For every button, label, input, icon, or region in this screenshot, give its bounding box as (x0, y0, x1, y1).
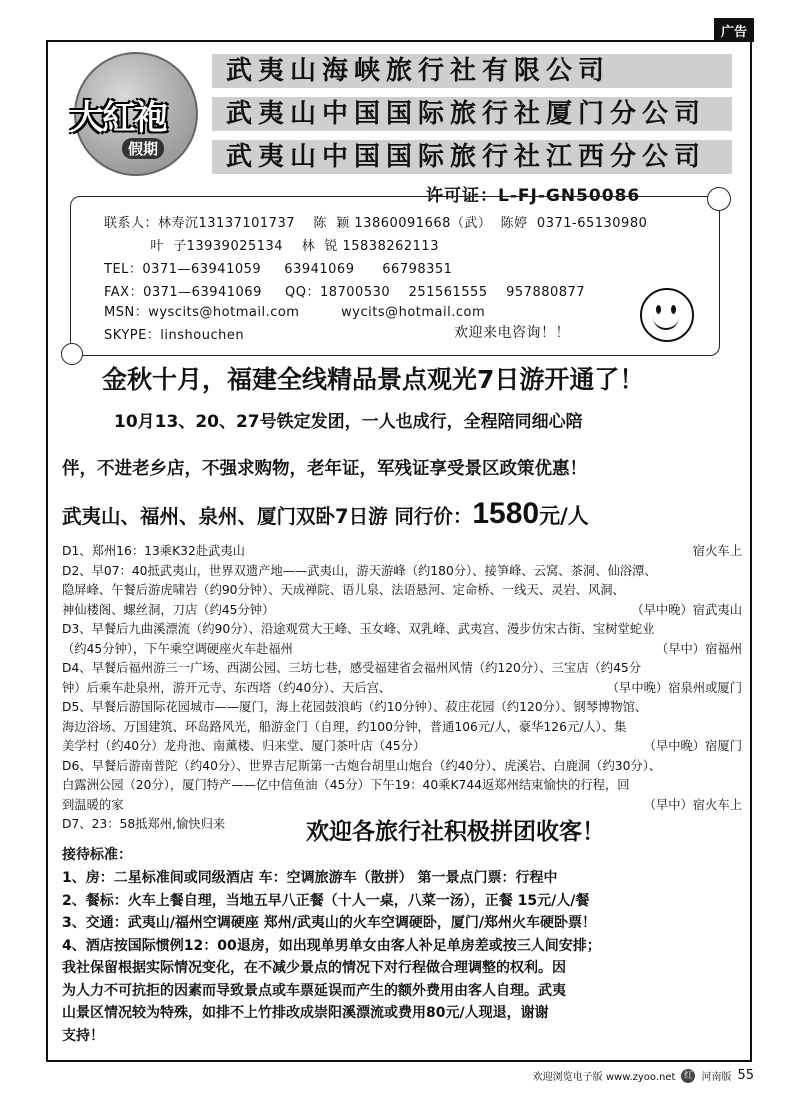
standard-line: 1、房：二星标准间或同级酒店 车：空调旅游车（散拼） 第一景点门票：行程中 (62, 870, 558, 886)
standard-line: 为人力不可抗拒的因素而导致景点或车票延误而产生的额外费用由客人自理。武夷 (62, 982, 566, 999)
itinerary-text: （约45分钟），下午乘空调硬座火车赴福州 (62, 641, 293, 656)
price-unit: 元/人 (539, 504, 589, 528)
contact-line: 叶 子13939025134 林 锐 15838262113 (104, 239, 439, 254)
itinerary-row (62, 542, 742, 562)
contact-line: SKYPE：linshouchen (104, 328, 245, 343)
itinerary-row (62, 581, 742, 601)
itinerary-row (62, 737, 742, 757)
route-title: 武夷山、福州、泉州、厦门双卧7日游 同行价： (62, 505, 473, 528)
itinerary-lodging: （早中）宿火车上 (643, 797, 742, 812)
itinerary-row (62, 698, 742, 718)
standard-line: 4、酒店按国际惯例12：00退房，如出现单男单女由客人补足单房差或按三人间安排； (62, 937, 601, 954)
itinerary-row (62, 562, 742, 582)
itinerary-text: 到温暖的家 (62, 797, 124, 812)
standard-line: 支持！ (62, 1027, 104, 1044)
page-number: 55 (737, 1068, 754, 1083)
footer-text: 欢迎浏览电子版 www.zyoo.net (532, 1072, 676, 1083)
footer (533, 1068, 754, 1083)
itinerary-text: D3、早餐后九曲溪漂流（约90分）、沿途观赏大王峰、玉女峰、双乳峰、武夷宫、漫步仿宋古街、宝树堂蛇业 (62, 622, 655, 636)
brand-logo (70, 52, 198, 176)
route-price (62, 497, 589, 531)
itinerary-lodging: 宿火车上 (692, 544, 742, 558)
license-number: 许可证：L-FJ-GN50086 (426, 186, 641, 206)
itinerary-text: D4、早餐后福州游三一广场、西湖公园、三坊七巷，感受福建省会福州风情（约120分）、三宝店（约45分 (62, 661, 642, 675)
contact-line: 联系人：林寿沉13137101737 陈 颖 13860091668（武） 陈婷 0371-65130980 (104, 216, 648, 231)
itinerary-text: D7、23：58抵郑州,愉快归来 (62, 817, 226, 831)
itinerary-row (62, 620, 742, 640)
itinerary-row (62, 757, 742, 777)
itinerary-text: 神仙楼阁、螺丝洞，刀店（约45分钟） (62, 602, 275, 617)
footer-logo: 红 (681, 1069, 695, 1083)
standard-line: 我社保留根据实际情况变化，在不减少景点的情况下对行程做合理调整的权利。因 (62, 960, 566, 976)
headline-main: 金秋十月，福建全线精品景点观光7日游开通了！ (102, 365, 645, 394)
contact-line: FAX：0371—63941069 QQ：18700530 251561555 957880877 (104, 285, 586, 300)
itinerary-text: 白露洲公园（20分），厦门特产——亿中信鱼油（45分）下午19：40乘K744返郑州结束愉快的行程，回 (62, 778, 630, 792)
itinerary-text: D1、郑州16：13乘K32赴武夷山 (62, 544, 245, 558)
itinerary-lodging: （早中晚）宿泉州或厦门 (606, 680, 742, 695)
company-banner-3: 武夷山中国国际旅行社江西分公司 (212, 140, 732, 174)
logo-sub-text: 假期 (122, 138, 164, 159)
itinerary-text: 隐屏峰、午餐后游虎啸岩（约90分钟）、天成禅院、语儿泉、法语悬河、定命桥、一线天、灵岩、风洞、 (62, 583, 625, 597)
itinerary-text: 美学村（约40分）龙舟池、南薰楼、归来堂、厦门茶叶店（45分） (62, 739, 426, 753)
logo-main-text: 大紅袍 (70, 98, 166, 138)
welcome-call: 欢迎来电咨询！！ (454, 325, 570, 341)
itinerary-row (62, 679, 742, 699)
itinerary-text: D6、早餐后游南普陀（约40分）、世界吉尼斯第一古炮台胡里山炮台（约40分）、虎溪岩、白鹿洞（约30分）、 (62, 758, 662, 773)
headline-promise: 伴，不进老乡店，不强求购物，老年证，军残证享受景区政策优惠！ (62, 459, 587, 479)
headline-departure: 10月13、20、27号铁定发团，一人也成行，全程陪同细心陪 (114, 412, 583, 432)
standard-line: 2、餐标：火车上餐自理，当地五早八正餐（十人一桌，八菜一汤），正餐 15元/人/餐 (62, 892, 590, 909)
standards-title: 接待标准： (62, 847, 132, 863)
price-value: 1580 (472, 497, 540, 530)
smiley-icon (640, 288, 694, 342)
standard-line: 3、交通：武夷山/福州空调硬座 郑州/武夷山的火车空调硬卧，厦门/郑州火车硬卧票！ (62, 915, 596, 931)
itinerary-text: 海边浴场、万国建筑、环岛路风光，船游金门（自理，约100分钟，普通106元/人，豪华126元/人）、集 (62, 719, 627, 734)
itinerary-text: 钟）后乘车赴泉州，游开元寺、东西塔（约40分）、天后宫、 (62, 680, 392, 695)
itinerary-row (62, 640, 742, 660)
company-banner-2: 武夷山中国国际旅行社厦门分公司 (212, 97, 732, 131)
itinerary-row (62, 718, 742, 738)
welcome-groups: 欢迎各旅行社积极拼团收客！ (306, 819, 605, 845)
itinerary-row (62, 776, 742, 796)
itinerary-row (62, 601, 742, 621)
itinerary-lodging: （早中晚）宿武夷山 (631, 602, 742, 617)
ad-tag: 广告 (714, 18, 754, 42)
company-banner-1: 武夷山海峡旅行社有限公司 (212, 54, 732, 88)
contact-line: MSN：wyscits@hotmail.com wycits@hotmail.com (104, 305, 486, 320)
standard-line: 山景区情况较为特殊，如排不上竹排改成崇阳溪漂流或费用80元/人现退，谢谢 (62, 1005, 549, 1021)
itinerary-text: D2、早07：40抵武夷山，世界双遗产地——武夷山，游天游峰（约180分）、接笋峰、云窝、茶洞、仙浴潭、 (62, 563, 657, 578)
itinerary-text: D5、早餐后游国际花园城市——厦门，海上花园鼓浪屿（约10分钟）、菽庄花园（约120分）、钢琴博物馆、 (62, 700, 648, 714)
itinerary-lodging: （早中）宿福州 (655, 641, 742, 656)
itinerary-row (62, 659, 742, 679)
contact-line: TEL：0371—63941059 63941069 66798351 (104, 262, 453, 277)
footer-edition: 河南版 (701, 1072, 732, 1083)
itinerary-lodging: （早中晚）宿厦门 (643, 739, 742, 753)
